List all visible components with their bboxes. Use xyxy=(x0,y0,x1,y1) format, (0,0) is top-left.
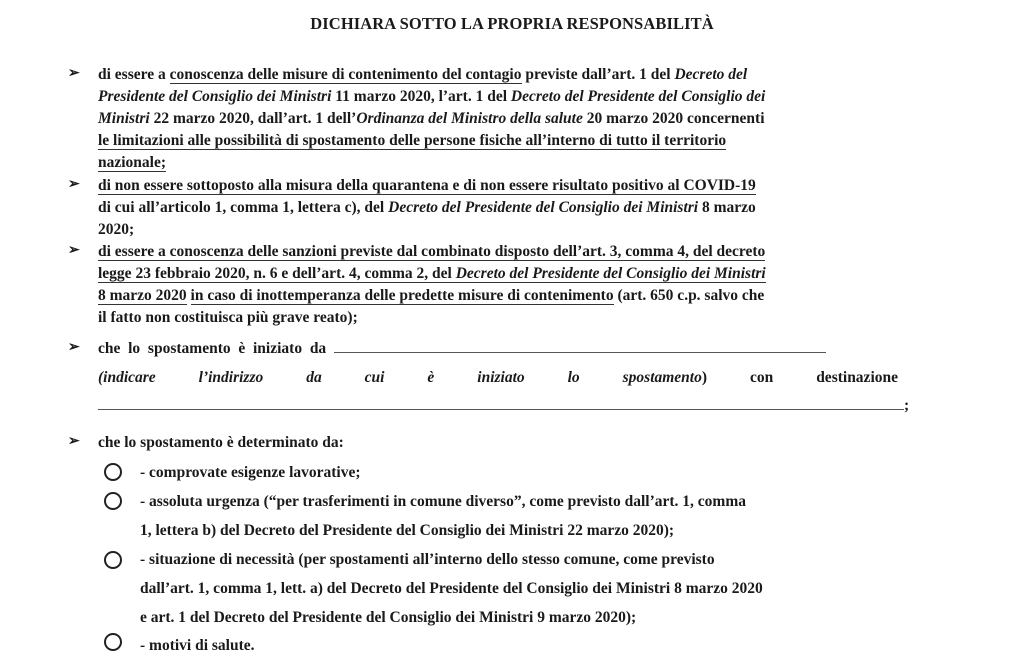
item4-word: destinazione xyxy=(816,369,898,386)
item4-line-2 xyxy=(98,367,898,389)
item1-line-4: le limitazioni alle possibilità di spostamento delle persone fisiche all’interno di tutto il territorio xyxy=(98,132,727,149)
option-urgency: - assoluta urgenza (“per trasferimenti in comune diverso”, come previsto dall’art. 1, comma 1, lettera b) del Decreto del Presidente del Consiglio dei Ministri 22 marzo 2020); xyxy=(140,493,746,539)
option-radio-health[interactable] xyxy=(104,633,122,651)
item5-label: che lo spostamento è determinato da: xyxy=(98,434,344,451)
item1-line-2: Presidente del Consiglio dei Ministri 11 marzo 2020, l’art. 1 del Decreto del Presidente del Consiglio dei xyxy=(98,88,766,105)
item4-word: lo xyxy=(567,369,580,386)
item1-line-5: nazionale; xyxy=(98,154,167,171)
item1-line-1: di essere a conoscenza delle misure di contenimento del contagio previste dall’art. 1 del Decreto del xyxy=(98,66,748,83)
page-title: DICHIARA SOTTO LA PROPRIA RESPONSABILITÀ xyxy=(310,14,714,33)
option-necessity: - situazione di necessità (per spostamenti all’interno dello stesso comune, come previsto dall’art. 1, comma 1, lett. a) del Decreto del Presidente del Consiglio dei Ministri 8 marzo 2020 e art. 1 del Decreto del Presidente del Consiglio dei Ministri 9 marzo 2020); xyxy=(140,551,763,626)
item3-line-3: 8 marzo 2020 in caso di inottemperanza delle predette misure di contenimento (art. 650 c.p. salvo che xyxy=(98,287,765,304)
item4-line-1: che lo spostamento è iniziato da xyxy=(98,338,928,360)
option-radio-necessity[interactable] xyxy=(104,551,122,569)
item4-word: spostamento) xyxy=(622,369,708,386)
option-radio-urgency[interactable] xyxy=(104,492,122,510)
arrow-bullet-icon: ➢ xyxy=(68,434,80,449)
item3-line-2: legge 23 febbraio 2020, n. 6 e dell’art. 4, comma 2, del Decreto del Presidente del Consiglio dei Ministri xyxy=(98,265,766,282)
item4-word: cui xyxy=(364,369,385,386)
item2-line-1: di non essere sottoposto alla misura della quarantena e di non essere risultato positivo al COVID-19 xyxy=(98,177,756,194)
item4-line-3: ; xyxy=(98,395,928,417)
arrow-bullet-icon: ➢ xyxy=(68,177,80,192)
item4-word: iniziato xyxy=(477,369,525,386)
origin-address-field[interactable] xyxy=(334,338,826,353)
option-radio-work[interactable] xyxy=(104,463,122,481)
item4-word: l’indirizzo xyxy=(198,369,264,386)
arrow-bullet-icon: ➢ xyxy=(68,66,80,81)
item2-line-3: 2020; xyxy=(98,221,135,238)
item3-line-1: di essere a conoscenza delle sanzioni previste dal combinato disposto dell’art. 3, comma 4, del decreto xyxy=(98,243,766,260)
arrow-bullet-icon: ➢ xyxy=(68,243,80,258)
destination-address-field[interactable] xyxy=(98,395,904,410)
item4-word: è xyxy=(427,369,435,386)
option-health: - motivi di salute. xyxy=(140,637,255,654)
item4-word: (indicare xyxy=(98,369,156,386)
item4-word: con xyxy=(749,369,774,386)
item4-word: da xyxy=(306,369,322,386)
item2-line-2: di cui all’articolo 1, comma 1, lettera c), del Decreto del Presidente del Consiglio dei Ministri 8 marzo xyxy=(98,199,756,216)
item3-line-4: il fatto non costituisca più grave reato); xyxy=(98,309,358,326)
arrow-bullet-icon: ➢ xyxy=(68,340,80,355)
item1-line-3: Ministri 22 marzo 2020, dall’art. 1 dell’Ordinanza del Ministro della salute 20 marzo 2020 concernenti xyxy=(98,110,765,127)
option-work: - comprovate esigenze lavorative; xyxy=(140,464,361,481)
